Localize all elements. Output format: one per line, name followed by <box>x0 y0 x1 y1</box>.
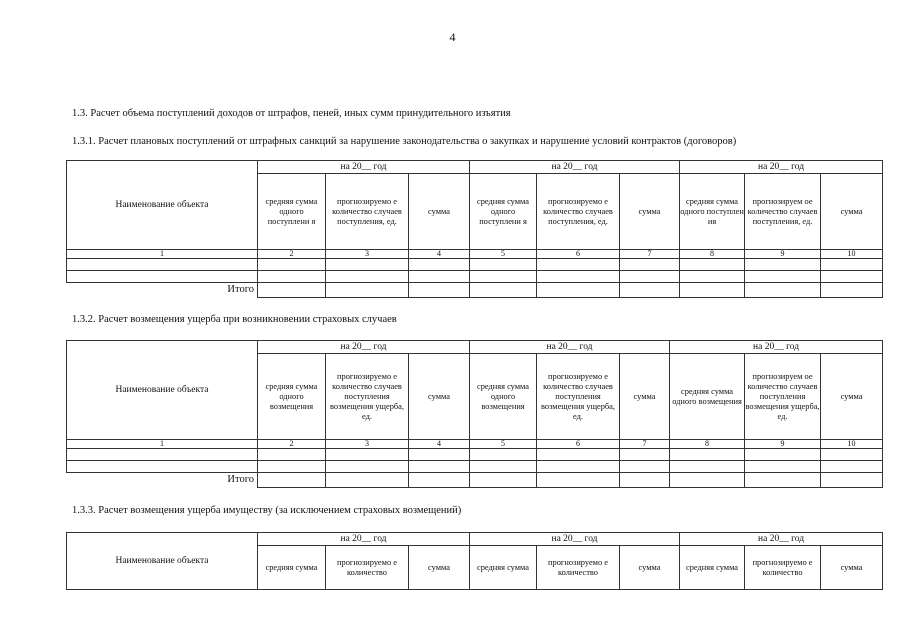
year-header: на 20__ год <box>470 533 680 546</box>
col-number: 9 <box>745 250 821 259</box>
table-row <box>67 449 883 461</box>
col-header-sum: сумма <box>821 174 883 250</box>
col-number: 3 <box>326 250 409 259</box>
year-header: на 20__ год <box>258 533 470 546</box>
col-header-avg: средняя сумма одного поступлен ия <box>680 174 745 250</box>
col-number: 1 <box>67 440 258 449</box>
year-header: на 20__ год <box>670 341 883 354</box>
col-header-count: прогнозируемо е количество случаев поступления возмещения ущерба, ед. <box>537 354 620 440</box>
col-header-sum: сумма <box>620 174 680 250</box>
col-header-sum: сумма <box>620 546 680 590</box>
table-row <box>67 271 883 283</box>
year-header: на 20__ год <box>680 533 883 546</box>
name-header: Наименование объекта <box>67 161 258 250</box>
col-header-count: прогнозируемо е количество случаев поступления, ед. <box>326 174 409 250</box>
table-row <box>67 461 883 473</box>
col-number: 1 <box>67 250 258 259</box>
col-number: 7 <box>620 440 670 449</box>
col-number: 3 <box>326 440 409 449</box>
col-number: 8 <box>680 250 745 259</box>
col-header-avg: средняя сумма одного возмещения <box>670 354 745 440</box>
col-number: 5 <box>470 250 537 259</box>
table3 <box>66 532 883 590</box>
col-header-sum: сумма <box>409 546 470 590</box>
col-header-sum: сумма <box>821 354 883 440</box>
name-header: Наименование объекта <box>67 533 258 590</box>
col-header-avg: средняя сумма одного поступлени я <box>258 174 326 250</box>
year-header: на 20__ год <box>258 341 470 354</box>
col-number: 2 <box>258 440 326 449</box>
col-number: 9 <box>745 440 821 449</box>
col-header-sum: сумма <box>620 354 670 440</box>
col-number: 5 <box>470 440 537 449</box>
col-header-count: прогнозируем ое количество случаев поступления возмещения ущерба, ед. <box>745 354 821 440</box>
table2-title: 1.3.2. Расчет возмещения ущерба при возникновении страховых случаев <box>72 314 397 325</box>
year-header: на 20__ год <box>470 161 680 174</box>
col-number: 2 <box>258 250 326 259</box>
col-header-count: прогнозируем ое количество случаев поступления, ед. <box>745 174 821 250</box>
table3-title: 1.3.3. Расчет возмещения ущерба имуществу (за исключением страховых возмещений) <box>72 505 462 516</box>
col-number: 10 <box>821 250 883 259</box>
col-header-sum: сумма <box>409 354 470 440</box>
total-label: Итого <box>227 474 254 486</box>
table1-title: 1.3.1. Расчет плановых поступлений от штрафных санкций за нарушение законодательства о закупках и нарушение условий контрактов (договоров) <box>72 136 737 147</box>
section-heading: 1.3. Расчет объема поступлений доходов от штрафов, пеней, иных сумм принудительного изъятия <box>72 108 511 119</box>
col-header-avg: средняя сумма <box>470 546 537 590</box>
col-number: 8 <box>670 440 745 449</box>
table-row <box>67 259 883 271</box>
total-label: Итого <box>227 284 254 296</box>
col-number: 10 <box>821 440 883 449</box>
col-number: 6 <box>537 440 620 449</box>
name-header: Наименование объекта <box>67 341 258 440</box>
col-header-count: прогнозируемо е количество случаев поступления возмещения ущерба, ед. <box>326 354 409 440</box>
col-header-count: прогнозируемо е количество <box>745 546 821 590</box>
year-header: на 20__ год <box>680 161 883 174</box>
col-number: 7 <box>620 250 680 259</box>
col-number: 6 <box>537 250 620 259</box>
col-header-avg: средняя сумма <box>680 546 745 590</box>
col-header-sum: сумма <box>409 174 470 250</box>
table2 <box>66 340 883 488</box>
col-number: 4 <box>409 250 470 259</box>
col-header-count: прогнозируемо е количество <box>326 546 409 590</box>
col-header-avg: средняя сумма <box>258 546 326 590</box>
col-header-avg: средняя сумма одного поступлени я <box>470 174 537 250</box>
col-header-avg: средняя сумма одного возмещения <box>258 354 326 440</box>
year-header: на 20__ год <box>470 341 670 354</box>
col-header-avg: средняя сумма одного возмещения <box>470 354 537 440</box>
col-header-count: прогнозируемо е количество случаев поступления, ед. <box>537 174 620 250</box>
year-header: на 20__ год <box>258 161 470 174</box>
page-number: 4 <box>449 30 456 44</box>
col-header-sum: сумма <box>821 546 883 590</box>
col-header-count: прогнозируемо е количество <box>537 546 620 590</box>
col-number: 4 <box>409 440 470 449</box>
table1 <box>66 160 883 298</box>
